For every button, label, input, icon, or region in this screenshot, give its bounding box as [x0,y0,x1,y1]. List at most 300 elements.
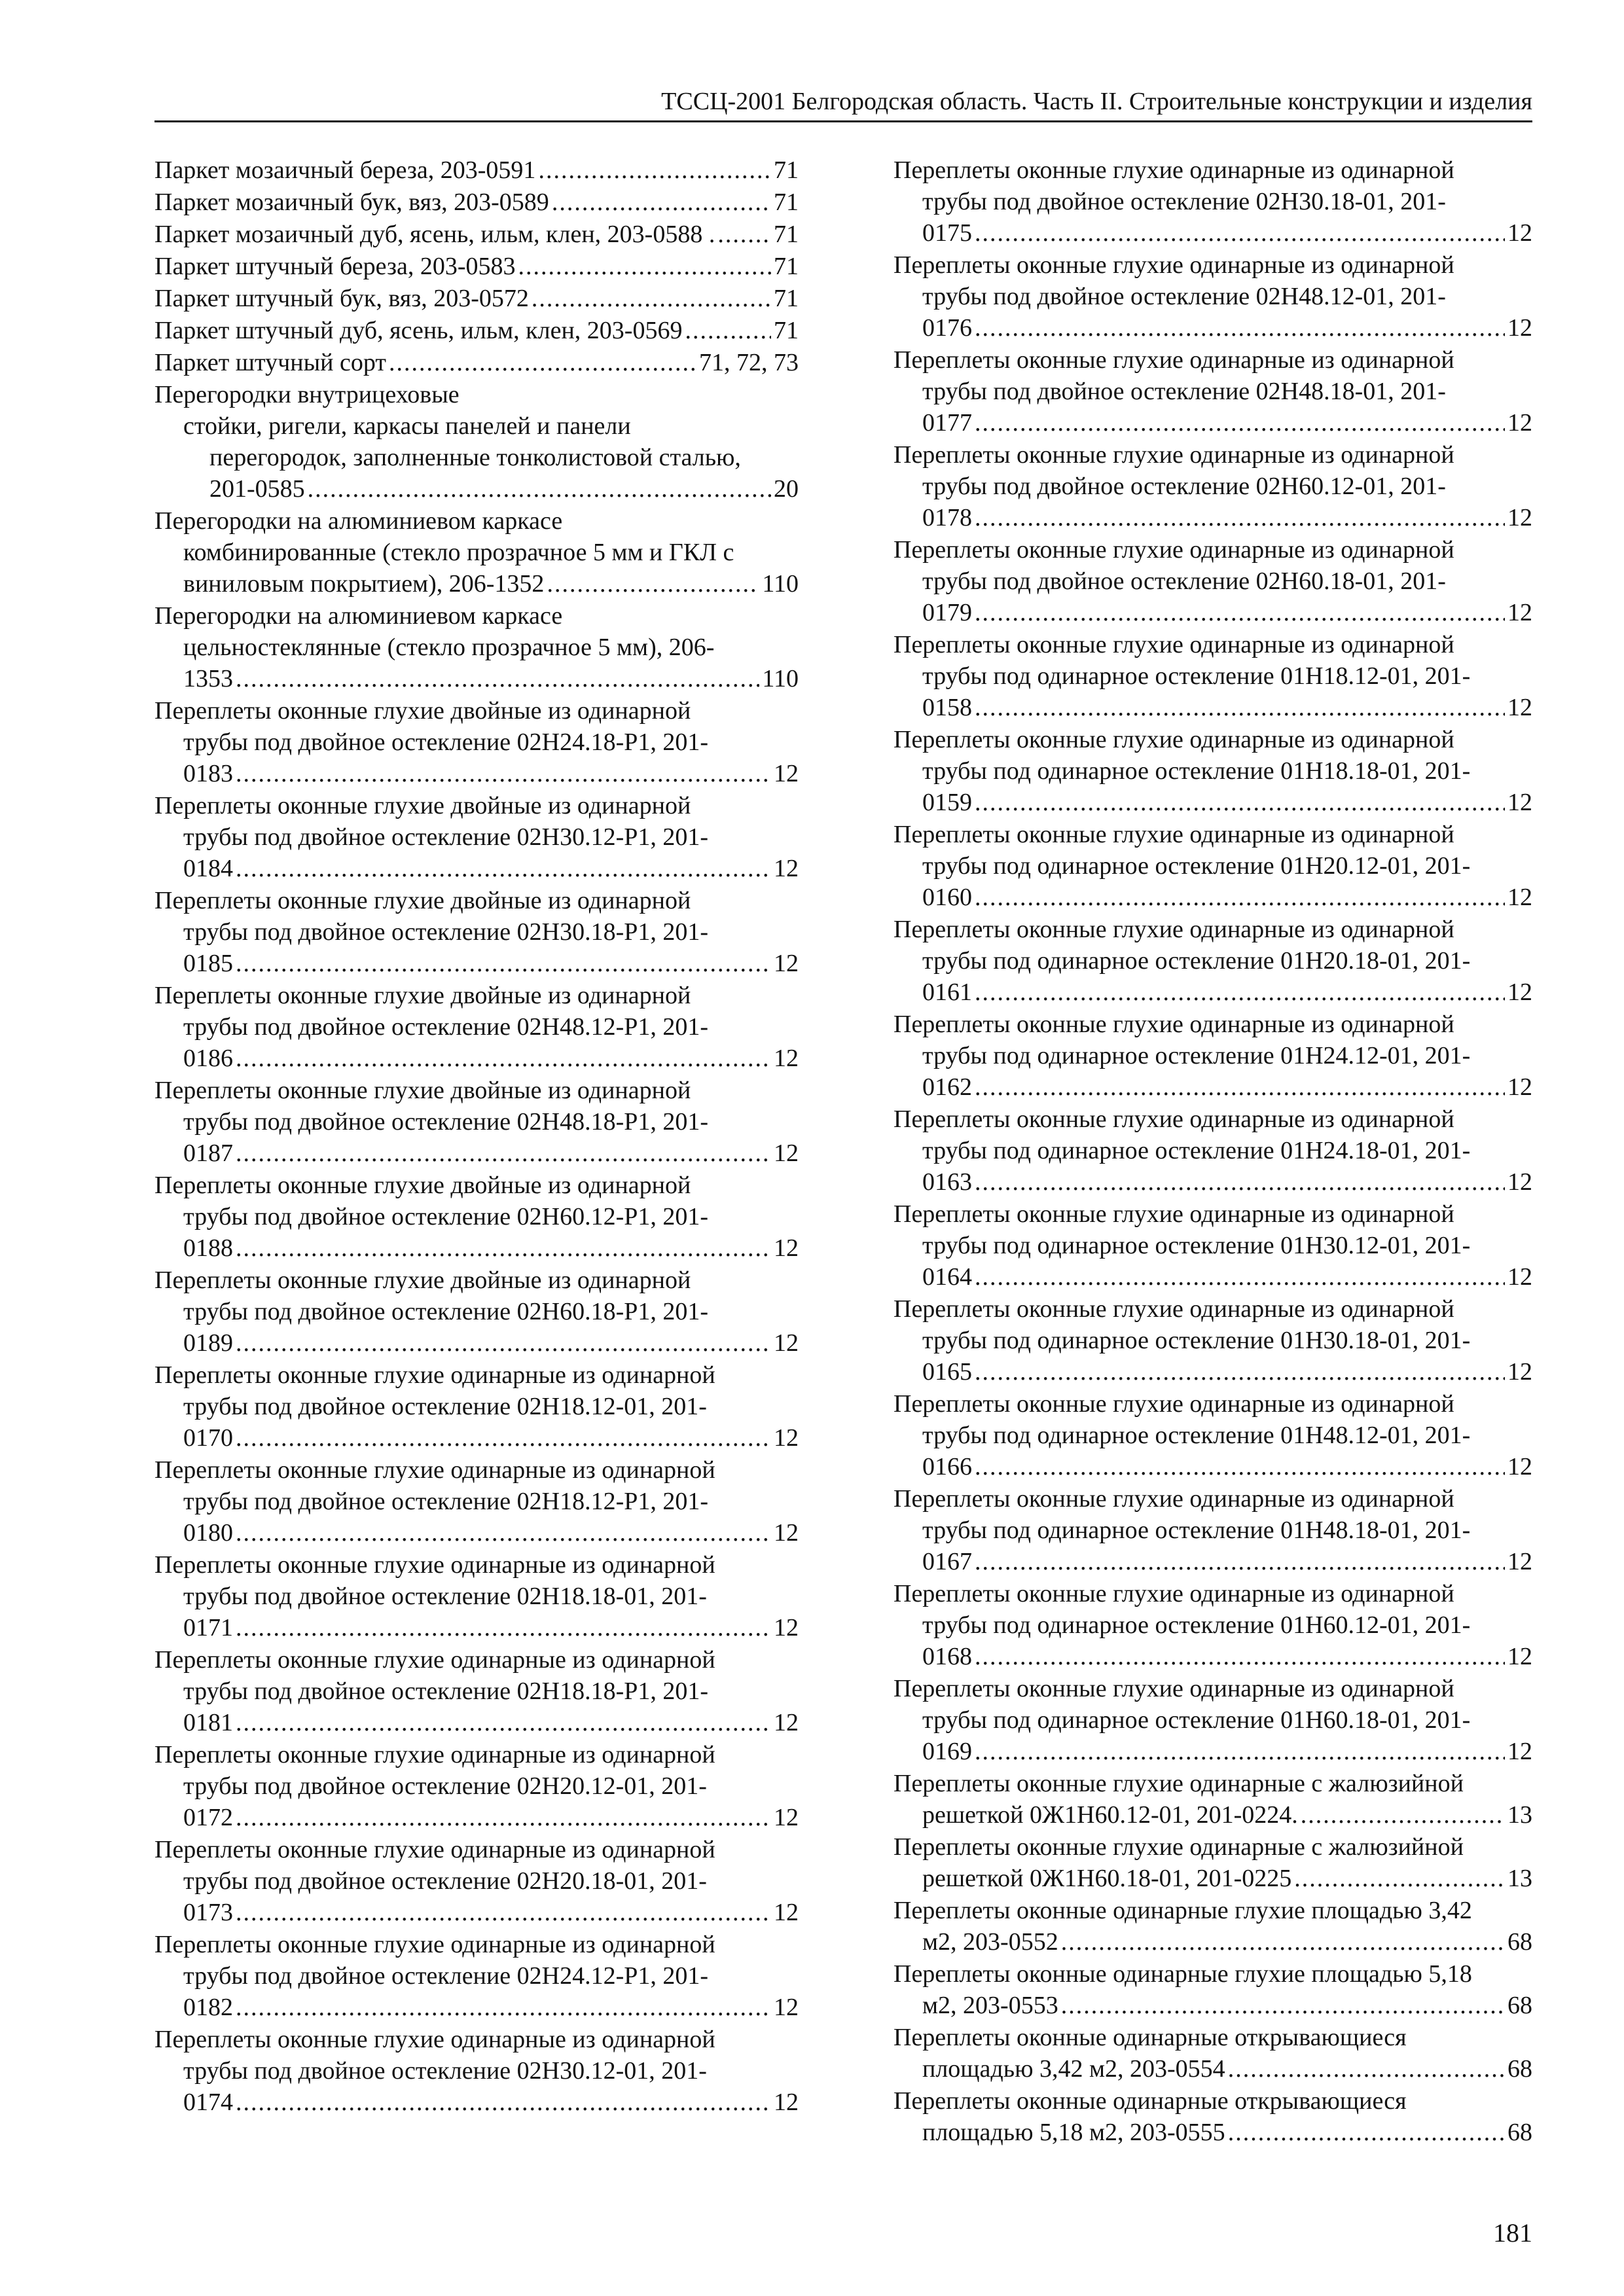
index-entry [154,347,799,378]
index-entry-text: Паркет мозаичный бук, вяз, 203-0589 [154,188,549,216]
index-entry-text: 0169 [922,1738,972,1765]
index-entry-page-ref: 12 [774,1614,799,1641]
index-entry [154,219,799,250]
index-entry-text: 201-0585 [209,475,305,503]
index-entry-page-ref: 68 [1507,1928,1532,1956]
index-entry-line: трубы под одинарное остекление 01Н18.18-01, 201- [922,757,1471,785]
index-entry-text: Паркет мозаичный дуб, ясень, ильм, клен, 203-0588 . [154,221,715,248]
index-entry-text: 0164 [922,1263,972,1291]
index-entry-line: Переплеты оконные глухие двойные из одинарной [154,792,691,819]
dot-leader [1228,2053,1505,2085]
index-entry-leader-line [893,692,1532,723]
index-entry [893,1673,1532,1767]
index-entry-text: 0165 [922,1358,972,1386]
index-entry-line: Перегородки на алюминиевом каркасе [154,602,563,630]
index-entry-line: трубы под двойное остекление 02Н60.18-Р1, 201- [183,1298,709,1325]
index-entry-text: м2, 203-0553 [922,1992,1058,2019]
index-entry-text: 0162 [922,1073,972,1101]
index-entry-leader-line [893,1926,1532,1958]
index-entry-line: Переплеты оконные глухие одинарные из одинарной [154,1741,715,1768]
index-entry-leader-line [893,407,1532,439]
index-entry-text: виниловым покрытием), 206-1352 [183,570,545,598]
index-entry-page-ref: 13 [1507,1801,1532,1829]
index-entry-text: 0179 [922,599,972,626]
index-entry-line: трубы под двойное остекление 02Н60.12-Р1, 201- [183,1203,709,1230]
index-entry-line: трубы под одинарное остекление 01Н20.12-01, 201- [922,852,1471,880]
index-entry-leader-line [154,663,799,694]
index-entry-line: Переплеты оконные одинарные глухие площадью 5,18 [893,1960,1472,1988]
index-entry-page-ref: 12 [774,760,799,787]
index-entry-page-ref: 12 [1507,1263,1532,1291]
index-entry [154,1454,799,1549]
index-entry-line: цельностеклянные (стекло прозрачное 5 мм), 206- [183,634,715,661]
index-entry-page-ref: 12 [774,2089,799,2116]
index-entry-leader-line [893,312,1532,344]
index-entry-text: 0184 [183,855,233,882]
index-entry-line: Переплеты оконные глухие двойные из одинарной [154,887,691,914]
index-entry-text: 0167 [922,1548,972,1575]
index-entry-text: 0176 [922,314,972,342]
index-entry-line: Переплеты оконные глухие одинарные из одинарной [893,1011,1454,1038]
index-entry-leader-line [154,1992,799,2023]
index-entry-text: 0172 [183,1804,233,1831]
index-entry [893,1388,1532,1482]
index-entry-text: решеткой 0Ж1Н60.12-01, 201-0224. [922,1801,1298,1829]
index-entry [154,315,799,346]
index-entry-text: Паркет штучный бук, вяз, 203-0572 [154,285,529,312]
index-entry-leader-line [154,1422,799,1454]
index-entry-line: трубы под двойное остекление 02Н30.18-01, 201- [922,188,1446,215]
index-entry-page-ref: 12 [1507,314,1532,342]
index-entry-leader-line [154,1138,799,1169]
index-entry-leader-line [154,758,799,789]
index-entry-page-ref: 12 [774,1234,799,1262]
index-entry-leader-line [154,1707,799,1738]
index-entry-line: Переплеты оконные глухие одинарные из одинарной [893,916,1454,943]
index-entry [893,2022,1532,2085]
index-entry [893,819,1532,913]
index-entry [154,154,799,186]
index-entry [154,1739,799,1833]
index-entry-page-ref: 110 [762,665,799,692]
index-entry-page-ref: 12 [1507,219,1532,247]
dot-leader [308,473,771,505]
index-entry-leader-line [154,219,799,250]
index-entry-subline: стойки, ригели, каркасы панелей и панели [183,412,631,440]
index-entry-line: трубы под одинарное остекление 01Н20.18-01, 201- [922,947,1471,975]
index-entry [154,600,799,694]
index-entry-text: 0177 [922,409,972,437]
dot-leader [236,1612,771,1643]
index-entry-text: 0170 [183,1424,233,1452]
dot-leader [975,502,1505,533]
index-entry-line: трубы под двойное остекление 02Н20.12-01, 201- [183,1772,707,1800]
index-entry-leader-line [893,597,1532,628]
index-entry-line: трубы под двойное остекление 02Н24.18-Р1, 201- [183,728,709,756]
index-entry-line: Переплеты оконные глухие двойные из одинарной [154,1077,691,1104]
index-entry [893,914,1532,1008]
dot-leader [975,312,1505,344]
dot-leader [975,1546,1505,1577]
index-entry [154,1359,799,1454]
index-entry [893,1578,1532,1672]
index-entry-leader-line [154,2087,799,2118]
index-entry [154,1265,799,1359]
index-entry-leader-line [154,1232,799,1264]
dot-leader [236,1422,771,1454]
index-entry-leader-line [154,948,799,979]
index-entry-line: Переплеты оконные глухие двойные из одинарной [154,1172,691,1199]
index-entry-line: трубы под двойное остекление 02Н48.18-01, 201- [922,378,1446,405]
dot-leader [975,1166,1505,1198]
index-entry-page-ref: 12 [1507,599,1532,626]
index-entry-page-ref: 12 [774,1329,799,1357]
index-entry-leader-line [893,1546,1532,1577]
index-entry-line: Переплеты оконные глухие одинарные из одинарной [893,726,1454,753]
index-entry-leader-line [893,1166,1532,1198]
index-entry [154,1644,799,1738]
index-entry-page-ref: 12 [1507,504,1532,531]
index-entry-page-ref: 12 [1507,1358,1532,1386]
index-entry-text: 0163 [922,1168,972,1196]
dot-leader [236,853,771,884]
index-entry-page-ref: 71 [774,317,799,344]
index-entry-text: 1353 [183,665,233,692]
index-entry-line: трубы под двойное остекление 02Н30.12-Р1, 201- [183,823,709,851]
index-entry-leader-line [154,1043,799,1074]
dot-leader [975,1071,1505,1103]
dot-leader [236,1043,771,1074]
index-entry-leader-line [893,1261,1532,1293]
index-entry-leader-line [893,1990,1532,2021]
index-entry-line: Переплеты оконные глухие одинарные из одинарной [893,536,1454,564]
index-entry-page-ref: 71, 72, 73 [699,349,799,376]
index-entry-leader-line [154,1897,799,1928]
dot-leader [1301,1799,1505,1831]
index-entry-line: Переплеты оконные глухие одинарные из одинарной [893,1105,1454,1133]
dot-leader [236,1897,771,1928]
index-entry-leader-line [154,1802,799,1833]
index-entry-text: 0181 [183,1709,233,1736]
index-entry [154,1170,799,1264]
index-entry-page-ref: 68 [1507,2055,1532,2083]
index-entry [154,980,799,1074]
index-entry [154,379,799,505]
dot-leader [975,1641,1505,1672]
index-entry-line: Переплеты оконные глухие одинарные из одинарной [154,1361,715,1389]
dot-leader [518,251,771,282]
index-entry-line: трубы под двойное остекление 02Н18.12-01, 201- [183,1393,707,1420]
index-entry-line: Переплеты оконные глухие двойные из одинарной [154,1266,691,1294]
index-entry [893,249,1532,344]
index-entry [893,629,1532,723]
dot-leader [236,1232,771,1264]
index-entry-page-ref: 12 [774,1994,799,2021]
index-entry-text: 0174 [183,2089,233,2116]
page-number: 181 [1493,2218,1532,2248]
index-entry-leader-line [893,2117,1532,2148]
dot-leader [236,1992,771,2023]
index-entry-heading: Перегородки внутрицеховые [154,381,460,408]
index-entry-leader-line [154,283,799,314]
index-entry-leader-line [893,1641,1532,1672]
index-entry-text: площадью 3,42 м2, 203-0554 [922,2055,1225,2083]
dot-leader [975,882,1505,913]
index-entry-leader-line [893,1356,1532,1388]
index-entry-line: трубы под одинарное остекление 01Н48.18-01, 201- [922,1516,1471,1544]
index-entry [154,505,799,600]
dot-leader [236,1802,771,1833]
dot-leader [975,1261,1505,1293]
index-entry-subline: перегородок, заполненные тонколистовой сталью, [209,444,741,471]
index-entry-line: трубы под одинарное остекление 01Н60.12-01, 201- [922,1611,1471,1639]
index-entry-line: Переплеты оконные глухие одинарные из одинарной [893,1200,1454,1228]
index-entry-line: Перегородки на алюминиевом каркасе [154,507,563,535]
index-entry [893,1103,1532,1198]
index-entry [154,187,799,218]
index-entry-line: трубы под одинарное остекление 01Н24.18-01, 201- [922,1137,1471,1164]
index-entry [893,724,1532,818]
dot-leader [975,1451,1505,1482]
dot-leader [1228,2117,1505,2148]
index-entry-line: Переплеты оконные глухие одинарные из одинарной [154,1456,715,1484]
index-entry-leader-line [893,977,1532,1008]
index-entry-line: Переплеты оконные глухие одинарные из одинарной [154,1646,715,1674]
index-entry-text: 0166 [922,1453,972,1480]
index-entry-leader-line [154,568,799,600]
index-entry-line: Переплеты оконные глухие одинарные из одинарной [154,1551,715,1579]
index-entry-page-ref: 12 [774,1709,799,1736]
index-entry-text: 0178 [922,504,972,531]
index-entry-line: Переплеты оконные одинарные открывающиеся [893,2087,1407,2115]
index-entry-text: 0171 [183,1614,233,1641]
index-entry-leader-line [893,1451,1532,1482]
index-entry-line: трубы под двойное остекление 02Н20.18-01, 201- [183,1867,707,1895]
index-entry-text: Паркет мозаичный береза, 203-0591 [154,156,536,184]
dot-leader [538,154,771,186]
index-entry-page-ref: 20 [774,475,799,503]
index-entry-line: трубы под двойное остекление 02Н30.12-01, 201- [183,2057,707,2085]
index-entry-line: Переплеты оконные глухие одинарные из одинарной [893,441,1454,469]
index-entry [154,790,799,884]
index-entry-page-ref: 12 [774,1804,799,1831]
dot-leader [236,1707,771,1738]
index-entry-line: Переплеты оконные одинарные открывающиеся [893,2024,1407,2051]
index-entry-page-ref: 110 [762,570,799,598]
index-entry-line: Переплеты оконные глухие одинарные с жалюзийной [893,1770,1464,1797]
index-entry-line: трубы под двойное остекление 02Н30.18-Р1, 201- [183,918,709,946]
index-entry-line: Переплеты оконные глухие двойные из одинарной [154,697,691,725]
index-entry-text: м2, 203-0552 [922,1928,1058,1956]
index-entry-leader-line [154,187,799,218]
index-entry-text: 0161 [922,978,972,1006]
index-entry-text: 0188 [183,1234,233,1262]
dot-leader [975,217,1505,249]
index-entry-page-ref: 71 [774,253,799,280]
index-entry-text: 0173 [183,1899,233,1926]
index-entry [893,1895,1532,1958]
index-entry-leader-line [893,2053,1532,2085]
index-entry-line: Переплеты оконные глухие одинарные из одинарной [893,1390,1454,1418]
index-entry-text: Паркет штучный береза, 203-0583 [154,253,516,280]
index-entry-page-ref: 12 [1507,1548,1532,1575]
index-entry-line: трубы под одинарное остекление 01Н60.18-01, 201- [922,1706,1471,1734]
index-entry-text: 0160 [922,884,972,911]
index-entry-line: Переплеты оконные одинарные глухие площадью 3,42 [893,1897,1472,1924]
index-entry-leader-line [154,853,799,884]
index-entry [154,1834,799,1928]
index-entry-line: трубы под двойное остекление 02Н18.18-Р1, 201- [183,1677,709,1705]
index-entry-page-ref: 12 [1507,1073,1532,1101]
index-entry-page-ref: 12 [1507,789,1532,816]
index-entry-page-ref: 12 [1507,1643,1532,1670]
index-entry-line: Переплеты оконные глухие двойные из одинарной [154,982,691,1009]
dot-leader [552,187,771,218]
index-entry [893,534,1532,628]
index-entry [893,344,1532,439]
index-entry-line: трубы под двойное остекление 02Н48.18-Р1, 201- [183,1108,709,1136]
index-entry-page-ref: 12 [1507,1738,1532,1765]
index-entry [154,1549,799,1643]
index-entry-text: 0183 [183,760,233,787]
index-entry-leader-line [154,154,799,186]
index-entry-line: Переплеты оконные глухие одинарные из одинарной [893,156,1454,184]
index-entry-text: 0189 [183,1329,233,1357]
index-entry-page-ref: 68 [1507,2119,1532,2146]
index-entry-line: трубы под двойное остекление 02Н48.12-Р1, 201- [183,1013,709,1041]
index-entry-text: 0187 [183,1139,233,1167]
index-entry [154,283,799,314]
dot-leader [236,948,771,979]
running-header [154,86,1532,122]
index-entry-text: 0159 [922,789,972,816]
index-entry-text: 0175 [922,219,972,247]
index-entry [154,885,799,979]
index-entry-line: трубы под двойное остекление 02Н48.12-01, 201- [922,283,1446,310]
index-entry-leader-line [893,1071,1532,1103]
index-entry-leader-line [893,502,1532,533]
index-entry [893,1293,1532,1388]
index-entry-leader-line [154,1517,799,1549]
dot-leader [975,692,1505,723]
index-entry-page-ref: 12 [774,1424,799,1452]
index-entry-page-ref: 71 [774,188,799,216]
index-entry-page-ref: 12 [774,1139,799,1167]
dot-leader [975,787,1505,818]
dot-leader [236,1517,771,1549]
dot-leader [1061,1926,1505,1958]
index-entry-page-ref: 12 [1507,1168,1532,1196]
index-entry-line: трубы под одинарное остекление 01Н48.12-01, 201- [922,1422,1471,1449]
index-entry-page-ref: 12 [774,855,799,882]
index-entry [893,1831,1532,1894]
dot-leader [975,1736,1505,1767]
index-entry-page-ref: 12 [774,1899,799,1926]
index-entry-leader-line [893,882,1532,913]
index-entry-page-ref: 12 [774,950,799,977]
dot-leader [1294,1863,1505,1894]
index-entry-page-ref: 12 [1507,409,1532,437]
index-entry-text: 0168 [922,1643,972,1670]
index-entry-page-ref: 12 [1507,1453,1532,1480]
index-entry-line: трубы под двойное остекление 02Н18.12-Р1, 201- [183,1488,709,1515]
header-title: ТССЦ-2001 Белгородская область. Часть II. Строительные конструкции и изделия [661,88,1532,115]
index-entry-text: 0180 [183,1519,233,1547]
dot-leader [685,315,771,346]
index-entry-line: Переплеты оконные глухие одинарные из одинарной [893,821,1454,848]
index-entry [893,1009,1532,1103]
index-entry [893,1198,1532,1293]
index-entry-text: Паркет штучный сорт [154,349,386,376]
index-entry-text: 0158 [922,694,972,721]
dot-leader [975,597,1505,628]
index-entry-line: трубы под двойное остекление 02Н18.18-01, 201- [183,1583,707,1610]
index-entry-line: трубы под одинарное остекление 01Н30.12-01, 201- [922,1232,1471,1259]
index-entry-page-ref: 12 [1507,694,1532,721]
index-entry-leader-line [154,315,799,346]
index-entry-leader-line [154,1327,799,1359]
index-entry-page-ref: 13 [1507,1865,1532,1892]
index-entry-leader-line [893,217,1532,249]
dot-leader [236,1327,771,1359]
index-entry-line: Переплеты оконные глухие одинарные из одинарной [893,631,1454,658]
index-entry-line: Переплеты оконные глухие одинарные из одинарной [893,1675,1454,1702]
dot-leader [389,347,696,378]
index-entry-leader-line [893,1799,1532,1831]
index-entry-page-ref: 68 [1507,1992,1532,2019]
index-entry-line: трубы под двойное остекление 02Н60.12-01, 201- [922,473,1446,500]
index-entry [893,439,1532,533]
index-entry-page-ref: 12 [774,1519,799,1547]
dot-leader [717,219,771,250]
dot-leader [975,977,1505,1008]
index-entry-line: трубы под одинарное остекление 01Н24.12-01, 201- [922,1042,1471,1069]
index-entry-line: Переплеты оконные глухие одинарные из одинарной [893,1295,1454,1323]
index-entry [893,154,1532,249]
index-entry-leader-line [154,1612,799,1643]
index-entry-text: решеткой 0Ж1Н60.18-01, 201-0225 [922,1865,1292,1892]
index-entry [893,1768,1532,1831]
dot-leader [236,1138,771,1169]
index-column-right [893,154,1532,2149]
index-entry-line: Переплеты оконные глухие одинарные из одинарной [893,1580,1454,1607]
index-entry-text: площадью 5,18 м2, 203-0555 [922,2119,1225,2146]
index-entry [154,251,799,282]
index-entry-line: Переплеты оконные глухие одинарные с жалюзийной [893,1833,1464,1861]
index-entry-line: трубы под одинарное остекление 01Н30.18-01, 201- [922,1327,1471,1354]
index-entry-page-ref: 12 [774,1045,799,1072]
index-column-left [154,154,799,2119]
dot-leader [975,407,1505,439]
index-entry-line: Переплеты оконные глухие одинарные из одинарной [154,1836,715,1863]
dot-leader [532,283,771,314]
index-entry-leader-line [893,1736,1532,1767]
dot-leader [236,758,771,789]
index-entry [893,1483,1532,1577]
index-entry-text: 0185 [183,950,233,977]
dot-leader [236,663,759,694]
index-entry-line: трубы под двойное остекление 02Н60.18-01, 201- [922,567,1446,595]
index-entry [893,1958,1532,2021]
index-entry-leader-line [154,347,799,378]
index-entry-leader-line [893,787,1532,818]
index-entry [154,1075,799,1169]
index-entry-leader-line [154,473,799,505]
index-entry-page-ref: 71 [774,221,799,248]
index-entry-line: Переплеты оконные глухие одинарные из одинарной [893,1485,1454,1513]
index-entry-page-ref: 71 [774,156,799,184]
index-entry [154,1929,799,2023]
